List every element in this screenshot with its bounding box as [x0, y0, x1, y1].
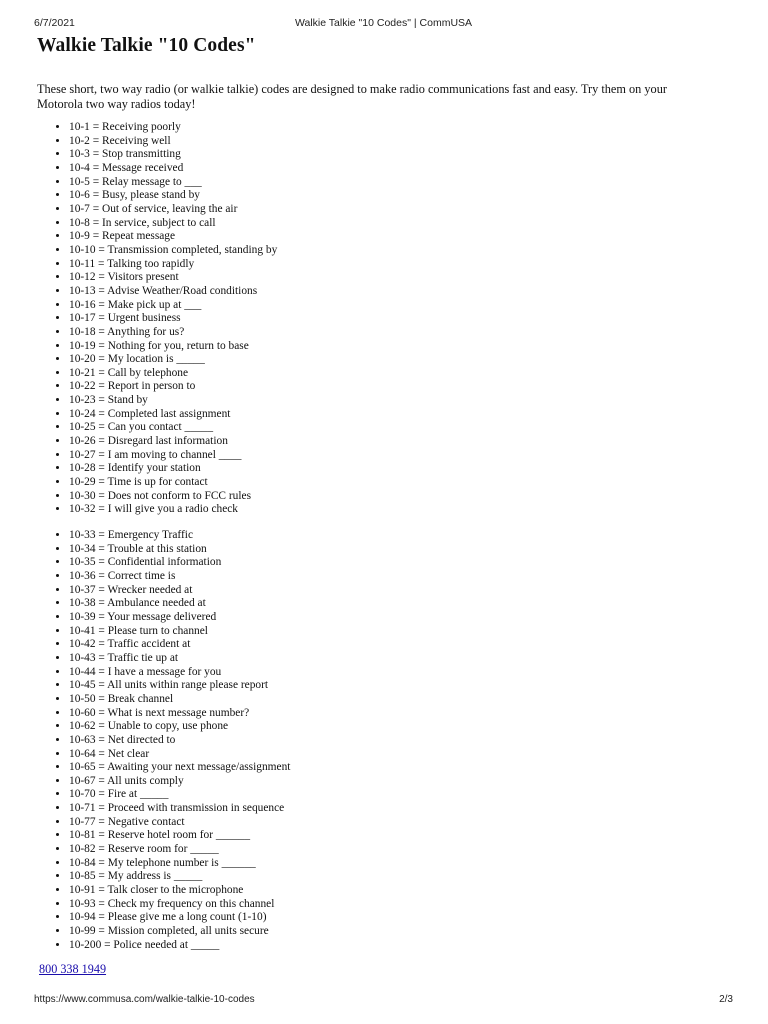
- print-date: 6/7/2021: [34, 17, 75, 29]
- phone-link[interactable]: 800 338 1949: [39, 962, 107, 976]
- code-list-item: • 10-62 = Unable to copy, use phone: [69, 720, 290, 734]
- code-list-item: • 10-42 = Traffic accident at: [69, 638, 290, 652]
- code-list-item: • 10-43 = Traffic tie up at: [69, 652, 290, 666]
- code-list-item: • 10-33 = Emergency Traffic: [69, 529, 290, 543]
- code-list-item: • 10-9 = Repeat message: [69, 230, 277, 244]
- code-list-item: • 10-36 = Correct time is: [69, 570, 290, 584]
- page-title: Walkie Talkie "10 Codes": [37, 35, 256, 56]
- code-list-item: • 10-18 = Anything for us?: [69, 326, 277, 340]
- code-list-item: • 10-94 = Please give me a long count (1-10): [69, 911, 290, 925]
- code-list-item: • 10-35 = Confidential information: [69, 556, 290, 570]
- code-list-item: • 10-25 = Can you contact _____: [69, 421, 277, 435]
- code-list-item: • 10-5 = Relay message to ___: [69, 176, 277, 190]
- code-list-item: • 10-2 = Receiving well: [69, 135, 277, 149]
- code-list-item: • 10-81 = Reserve hotel room for ______: [69, 829, 290, 843]
- code-list-item: • 10-21 = Call by telephone: [69, 367, 277, 381]
- code-list-item: • 10-93 = Check my frequency on this channel: [69, 898, 290, 912]
- code-list-item: • 10-7 = Out of service, leaving the air: [69, 203, 277, 217]
- codes-list-1: [37, 121, 277, 517]
- code-list-item: • 10-26 = Disregard last information: [69, 435, 277, 449]
- code-list-item: • 10-65 = Awaiting your next message/assignment: [69, 761, 290, 775]
- code-list-item: • 10-28 = Identify your station: [69, 462, 277, 476]
- code-list-item: • 10-34 = Trouble at this station: [69, 543, 290, 557]
- code-list-item: • 10-8 = In service, subject to call: [69, 217, 277, 231]
- code-list-item: • 10-84 = My telephone number is ______: [69, 857, 290, 871]
- code-list-item: • 10-30 = Does not conform to FCC rules: [69, 490, 277, 504]
- code-list-item: • 10-17 = Urgent business: [69, 312, 277, 326]
- code-list-item: • 10-1 = Receiving poorly: [69, 121, 277, 135]
- code-list-item: • 10-71 = Proceed with transmission in sequence: [69, 802, 290, 816]
- code-list-item: • 10-22 = Report in person to: [69, 380, 277, 394]
- code-list-item: • 10-19 = Nothing for you, return to base: [69, 340, 277, 354]
- code-list-item: • 10-50 = Break channel: [69, 693, 290, 707]
- print-url: https://www.commusa.com/walkie-talkie-10-codes: [34, 994, 255, 1005]
- page-number: 2/3: [719, 994, 733, 1005]
- code-list-item: • 10-41 = Please turn to channel: [69, 625, 290, 639]
- code-list-item: • 10-200 = Police needed at _____: [69, 939, 290, 953]
- code-list-item: • 10-27 = I am moving to channel ____: [69, 449, 277, 463]
- intro-paragraph: These short, two way radio (or walkie talkie) codes are designed to make radio communications fast and easy. Try them on your Motorola two way radios today!: [37, 82, 667, 111]
- code-list-item: • 10-39 = Your message delivered: [69, 611, 290, 625]
- code-list-item: • 10-91 = Talk closer to the microphone: [69, 884, 290, 898]
- code-list-item: • 10-10 = Transmission completed, standing by: [69, 244, 277, 258]
- code-list-item: • 10-77 = Negative contact: [69, 816, 290, 830]
- code-list-item: • 10-23 = Stand by: [69, 394, 277, 408]
- code-list-item: • 10-99 = Mission completed, all units secure: [69, 925, 290, 939]
- print-footer: [34, 994, 733, 1008]
- code-list-item: • 10-13 = Advise Weather/Road conditions: [69, 285, 277, 299]
- code-list-item: • 10-44 = I have a message for you: [69, 666, 290, 680]
- code-list-item: • 10-82 = Reserve room for _____: [69, 843, 290, 857]
- code-list-item: • 10-32 = I will give you a radio check: [69, 503, 277, 517]
- code-list-item: • 10-24 = Completed last assignment: [69, 408, 277, 422]
- code-list-item: • 10-63 = Net directed to: [69, 734, 290, 748]
- code-list-item: • 10-70 = Fire at _____: [69, 788, 290, 802]
- print-header: [34, 17, 733, 31]
- codes-list-2: [37, 529, 290, 952]
- code-list-item: • 10-85 = My address is _____: [69, 870, 290, 884]
- code-list-item: • 10-37 = Wrecker needed at: [69, 584, 290, 598]
- code-list-item: • 10-16 = Make pick up at ___: [69, 299, 277, 313]
- code-list-item: • 10-29 = Time is up for contact: [69, 476, 277, 490]
- code-list-item: • 10-64 = Net clear: [69, 748, 290, 762]
- code-list-item: • 10-12 = Visitors present: [69, 271, 277, 285]
- code-list-item: • 10-45 = All units within range please report: [69, 679, 290, 693]
- code-list-item: • 10-67 = All units comply: [69, 775, 290, 789]
- code-list-item: • 10-38 = Ambulance needed at: [69, 597, 290, 611]
- code-list-item: • 10-11 = Talking too rapidly: [69, 258, 277, 272]
- print-document-title: Walkie Talkie "10 Codes" | CommUSA: [294, 17, 473, 29]
- code-list-item: • 10-6 = Busy, please stand by: [69, 189, 277, 203]
- code-list-item: • 10-3 = Stop transmitting: [69, 148, 277, 162]
- code-list-item: • 10-20 = My location is _____: [69, 353, 277, 367]
- code-list-item: • 10-4 = Message received: [69, 162, 277, 176]
- code-list-item: • 10-60 = What is next message number?: [69, 707, 290, 721]
